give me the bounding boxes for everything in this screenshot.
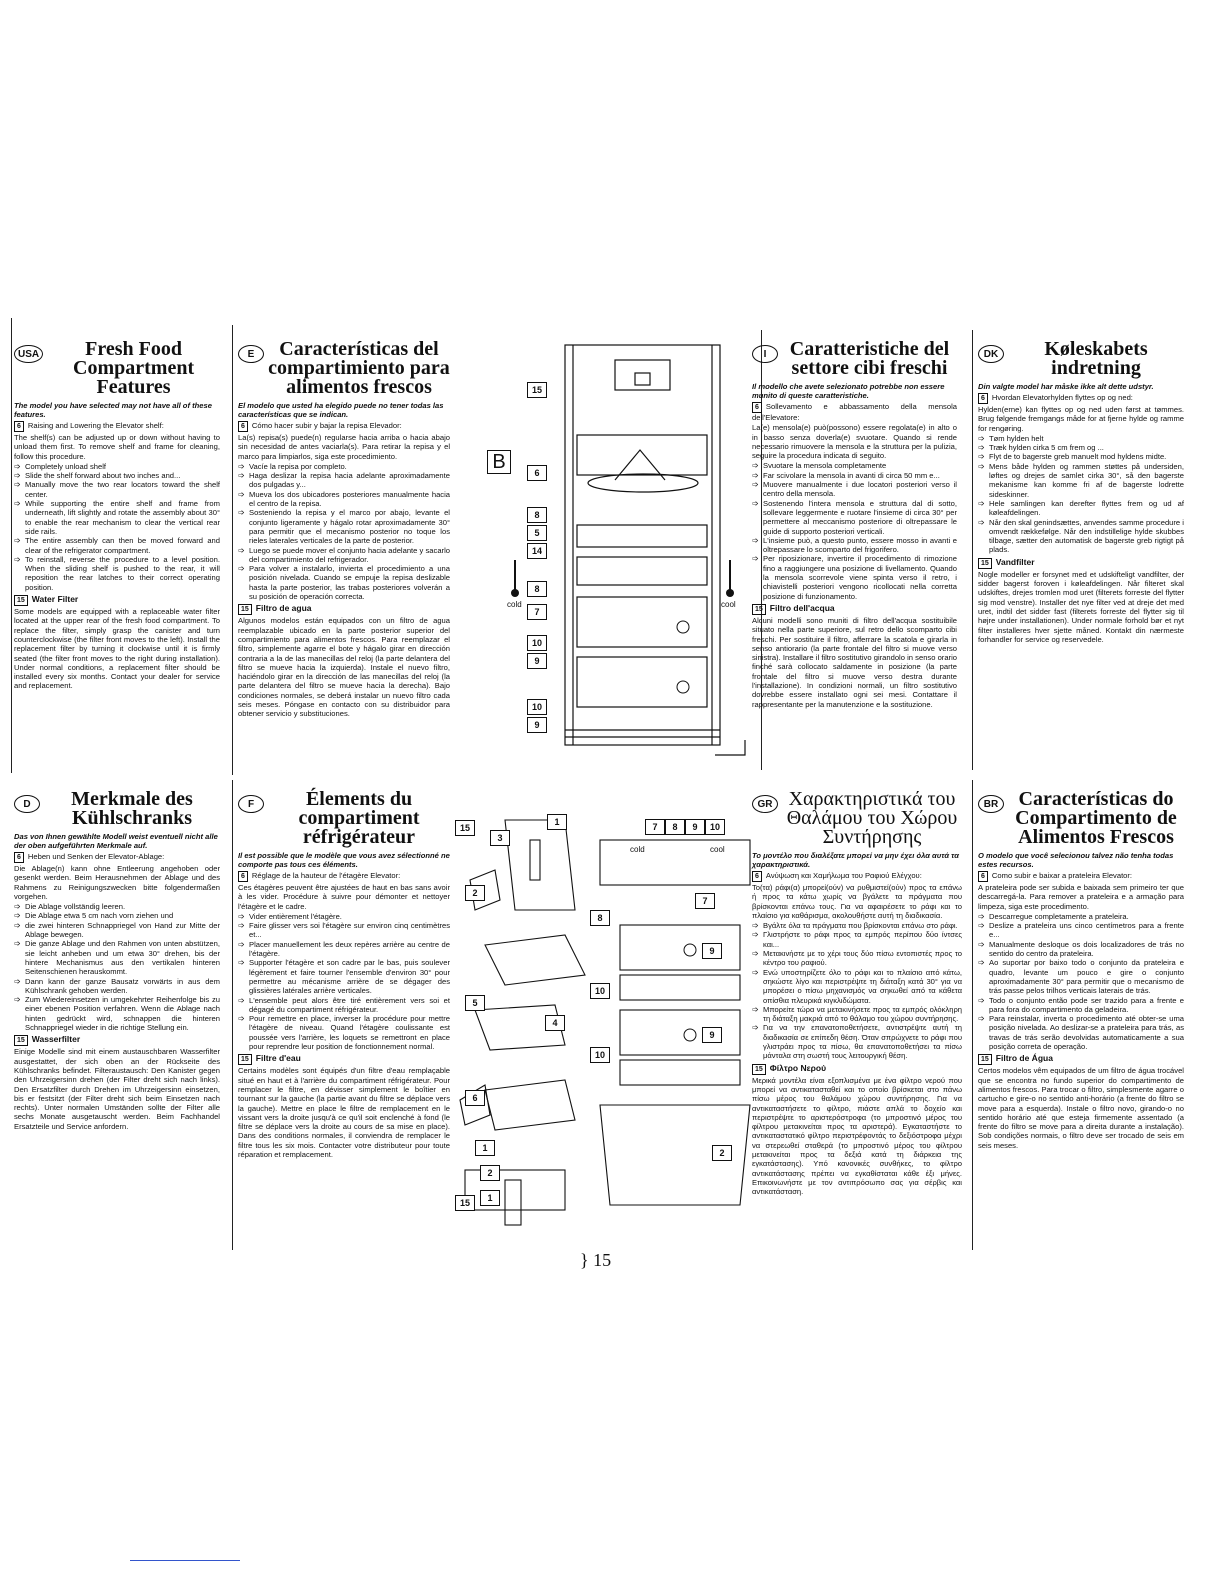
procedure-step: ➩ Sostenendo l'intera mensola e struttura dal di sotto, sollevare leggermente e ruotare l'insieme di circa 30° per permettere al meccanismo posteriore di oltrepassare le guide di supporto posteriori verticali. <box>752 499 957 536</box>
procedure-step: ➩ Μπορείτε τώρα να μετακινήσετε προς τα εμπρός ολόκληρη τη διάταξη μακριά από το θάλαμο του χώρου συντήρησης. <box>752 1005 962 1024</box>
procedure-step: ➩ Far scivolare la mensola in avanti di circa 50 mm e... <box>752 471 957 480</box>
body-text: Το(τα) ράφι(α) μπορεί(ούν) να ρυθμιστεί(ούν) προς τα επάνω ή προς τα κάτω χωρίς να βγάλετε τα πράγματα που βρίσκονται επάνω τους. Για να αφαιρέσετε το ράφι και το πλαίσιο για καθάρισμα, ακολουθήστε αυτή τη διαδικασία. <box>752 883 962 920</box>
procedure-step: ➩ Slide the shelf forward about two inches and... <box>14 471 220 480</box>
intro-text: Το μοντέλο που διαλέξατε μπορεί να μην έχει όλα αυτά τα χαρακτηριστικά. <box>752 851 959 869</box>
page-number: } 15 <box>580 1250 612 1270</box>
callout-number: 8 <box>527 507 547 523</box>
subheading: Ανύψωση και Χαμήλωμα του Ραφιού Ελέγχου: <box>765 871 922 880</box>
drawer-illustration <box>590 815 760 1235</box>
intro-text: Das von Ihnen gewählte Modell weist eventuell nicht alle der oben aufgeführten Merkmale auf. <box>14 832 218 850</box>
callout-number: 9 <box>527 653 547 669</box>
procedure-step: ➩ Manualmente desloque os dois localizadores de trás no sentido do centro da prateleira. <box>978 940 1184 959</box>
item-number: 6 <box>752 402 762 413</box>
item-number: 15 <box>14 595 28 606</box>
item-number: 6 <box>14 852 24 863</box>
procedure-step: ➩ Para volver a instalarlo, invierta el procedimiento a una posición nivelada. Cuando se empuje la repisa deslizable hasta la parte posterior, las trabas posteriores volverán a su posición de operación correcta. <box>238 564 450 601</box>
procedure-step: ➩ Dann kann der ganze Bausatz vorwärts in aus dem Kühlschrank gehoben werden. <box>14 977 220 996</box>
section-danish <box>978 340 1184 645</box>
procedure-step: ➩ Hele samlingen kan derefter flyttes frem og ud af køleafdelingen. <box>978 499 1184 518</box>
procedure-step: ➩ Pour remettre en place, inverser la procédure pour mettre l'étagère de niveau. Quand l'étagère coulissante est poussée vers l'arrière, les loquets se remettront en place pour reprendre leur position de fonctionnement normal. <box>238 1014 450 1051</box>
step-list <box>14 902 220 1032</box>
language-badge: E <box>238 345 264 363</box>
cool-label: cool <box>710 845 725 854</box>
body-text: Ces étagères peuvent être ajustées de haut en bas sans avoir à les vider. Procédure à suivre pour démonter et nettoyer l'étagère et le cadre. <box>238 883 450 911</box>
procedure-step: ➩ L'insieme può, a questo punto, essere mosso in avanti e oltrepassare lo scomparto del frigorifero. <box>752 536 957 555</box>
body-text: Alcuni modelli sono muniti di filtro dell'acqua sostituibile situato nella parte superiore, sul retro dello scomparto cibi freschi. Per sostituire il filtro, afferrare la scatola e girarla in senso antiorario (la parte frontale del filtro si muove verso sinistra). Installare il filtro sostitutivo girandolo in senso orario finché sarà collocato saldamente in posizione (la parte frontale del filtro si muove verso destra durante l'installazione). In condizioni normali, un filtro sostitutivo dovrebbe essere installato ogni sei mesi. Contattare il rappresentante per la manutenzione e la sostituzione. <box>752 615 957 709</box>
procedure-step: ➩ Flyt de to bagerste greb manuelt mod hyldens midte. <box>978 452 1184 461</box>
item-number: 15 <box>752 1064 766 1075</box>
procedure-step: ➩ Die ganze Ablage und den Rahmen von unten abstützen, sie leicht anheben und um etwa 30° drehen, bis der hintere Mechanismus aus den vertikalen hinteren Seitenschienen herauskommt. <box>14 939 220 976</box>
section-italian <box>752 340 957 710</box>
refrigerator-interior-illustration <box>465 335 750 775</box>
procedure-step: ➩ Haga deslizar la repisa hacia adelante aproximadamente dos pulgadas y... <box>238 471 450 490</box>
body-text: Hylden(erne) kan flyttes op og ned uden først at tømmes. Brug følgende fremgangs måde for at fjerne hylde og ramme for rengøring. <box>978 405 1184 433</box>
arrow-step-number: 1 <box>475 1140 495 1156</box>
item-number: 6 <box>752 871 762 882</box>
callout-number: 6 <box>527 465 547 481</box>
vertical-rule <box>11 318 12 773</box>
language-badge: D <box>14 795 40 813</box>
subheading: Wasserfilter <box>31 1034 81 1045</box>
procedure-step: ➩ Luego se puede mover el conjunto hacia adelante y sacarlo del compartimiento del refrigerador. <box>238 546 450 565</box>
body-text: Some models are equipped with a replaceable water filter located at the upper rear of the fresh food compartment. To replace the filter, simply grasp the canister and turn counterclockwise (the filter front moves to the left). Install the replacement filter by turning it clockwise until it is firmly seated (the filter front moves to the right during installation). Under normal conditions, a replacement filter should be installed every six months. Contact your dealer for service and replacement. <box>14 607 220 691</box>
item-number: 15 <box>978 558 992 569</box>
apple-icon <box>684 944 696 956</box>
body-text: La(e) mensola(e) può(possono) essere regolata(e) in alto o in basso senza doverla(e) svuotare. Quando si rende necessario rimuovere la mensola e la struttura per la pulizia, seguire la procedura indicata di seguito. <box>752 423 957 461</box>
body-text: Die Ablage(n) kann ohne Entleerung angehoben oder gesenkt werden. Beim Herausnehmen der Ablage und des Rahmens zu Reinigungszwecken bitte folgendermaßen vorgehen. <box>14 864 220 901</box>
callout-number: 8 <box>527 581 547 597</box>
section-greek <box>752 790 962 1198</box>
procedure-step: ➩ Βγάλτε όλα τα πράγματα που βρίσκονται επάνω στο ράφι. <box>752 921 962 930</box>
callout-number: 10 <box>705 819 725 835</box>
procedure-step: ➩ Zum Wiedereinsetzen in umgekehrter Reihenfolge bis zu einer ebenen Position verfahren. Wenn die Ablage nach hinten gedrückt wird, schnappen die hinteren Schnappriegel wieder in die richtige Stellung ein. <box>14 995 220 1032</box>
callout-number: 15 <box>455 1195 475 1211</box>
subheading: Réglage de la hauteur de l'étagère Elevator: <box>251 871 401 880</box>
subheading: Filtre d'eau <box>255 1053 301 1064</box>
subheading: Water Filter <box>31 594 79 605</box>
subheading: Filtro de agua <box>255 603 312 614</box>
body-text: La(s) repisa(s) puede(n) regularse hacia arriba o hacia abajo sin necesidad de antes vaciarla(s). Para retirar la repisa y el marco para limpiarlos, siga este procedimiento. <box>238 433 450 461</box>
procedure-step: ➩ Vider entièrement l'étagère. <box>238 912 450 921</box>
drawer-drawing <box>590 815 760 1235</box>
procedure-step: ➩ L'ensemble peut alors être tiré entièrement vers soi et dégagé du compartiment réfrigérateur. <box>238 996 450 1015</box>
subheading: Filtro dell'acqua <box>769 602 835 613</box>
arrow-step-number: 2 <box>465 885 485 901</box>
cold-label: cold <box>630 845 645 854</box>
callout-number: 9 <box>685 819 705 835</box>
callout-number: 7 <box>695 893 715 909</box>
apple-icon <box>677 621 689 633</box>
intro-text: Il modello che avete selezionato potrebbe non essere munito di queste caratteristiche. <box>752 382 945 400</box>
body-text: The shelf(s) can be adjusted up or down without having to unload them first. To remove shelf and frame for cleaning, follow this procedure. <box>14 433 220 461</box>
procedure-step: ➩ Sosteniendo la repisa y el marco por abajo, levante el conjunto ligeramente y hágalo rotar aproximadamente 30° para permitir que el mecanismo posterior no toque los rieles laterales verticales de la parte de posterior. <box>238 508 450 545</box>
body-text: Einige Modelle sind mit einem austauschbaren Wasserfilter ausgestattet, der sich oben an der Rückseite des Kühlschranks befindet. Filteraustausch: Den Kanister gegen den Uhrzeigersinn drehen (der Filter dreht sich nach links). Den Ersatzfilter durch Drehen im Uhrzeigersinn einsetzen, bis er festsitzt (der Filter dreht sich beim Einsetzen nach rechts). Unter normalen Umständen sollte der Filter alle sechs Monate ausgetauscht werden. Beim Fachhandel Ersatzteile und Service anfordern. <box>14 1047 220 1131</box>
callout-number: 10 <box>527 635 547 651</box>
callout-number: 10 <box>590 1047 610 1063</box>
arrow-step-number: 2 <box>480 1165 500 1181</box>
intro-text: The model you have selected may not have all of these features. <box>14 401 212 419</box>
arrow-step-number: 1 <box>480 1190 500 1206</box>
procedure-step: ➩ Todo o conjunto então pode ser trazido para a frente e para fora do compartimento da geladeira. <box>978 996 1184 1015</box>
step-list <box>978 434 1184 555</box>
section-title: Merkmale des Kühlschranks <box>71 788 193 829</box>
item-number: 15 <box>14 1035 28 1046</box>
vertical-rule <box>972 780 973 1250</box>
intro-text: El modelo que usted ha elegido puede no tener todas las características que se indican. <box>238 401 444 419</box>
procedure-step: ➩ Når den skal genindsættes, anvendes samme procedure i omvendt rækkefølge. Når den indstillelige hylde skubbes tilbage, sætter den automatisk de bagerste greb rigtigt på plads. <box>978 518 1184 555</box>
procedure-step: ➩ Mueva los dos ubicadores posteriores manualmente hacia el centro de la repisa. <box>238 490 450 509</box>
arrow-step-number: 4 <box>545 1015 565 1031</box>
thermometer-cool-icon <box>726 589 734 597</box>
procedure-step: ➩ Deslize a prateleira uns cinco centímetros para a frente e... <box>978 921 1184 940</box>
item-number: 6 <box>238 421 248 432</box>
item-number: 6 <box>14 421 24 432</box>
step-list <box>752 461 957 600</box>
vertical-rule <box>232 325 233 775</box>
callout-number: 7 <box>645 819 665 835</box>
procedure-step: ➩ Μετακινήστε με το χέρι τους δύο πίσω εντοπιστές προς το κέντρο του ραφιού. <box>752 949 962 968</box>
section-french <box>238 790 450 1160</box>
shelf-removal-illustration <box>455 800 605 1240</box>
intro-text: Din valgte model har måske ikke alt dette udstyr. <box>978 382 1154 391</box>
section-title: Χαρακτηριστικά του Θαλάμου του Χώρου Συντήρησης <box>786 788 958 848</box>
section-title: Køleskabets indretning <box>1044 338 1148 379</box>
procedure-step: ➩ The entire assembly can then be moved forward and clear of the refrigerator compartment. <box>14 536 220 555</box>
section-title: Caratteristiche del settore cibi freschi <box>789 338 950 379</box>
procedure-step: ➩ Die Ablage etwa 5 cm nach vorn ziehen und <box>14 911 220 920</box>
procedure-step: ➩ Per riposizionare, invertire il procedimento di rimozione fino a raggiungere una posizione di livellamento. Quando la mensola scorrevole viene spinta verso il retro, i chiavistelli posteriori vengono ricollocati nella corretta posizione di funzionamento. <box>752 554 957 600</box>
language-badge: GR <box>752 795 778 813</box>
callout-number: 9 <box>702 943 722 959</box>
cool-label: cool <box>721 600 736 609</box>
callout-number: 9 <box>527 717 547 733</box>
callout-number: 15 <box>527 382 547 398</box>
language-badge: BR <box>978 795 1004 813</box>
vertical-rule <box>232 780 233 1250</box>
procedure-step: ➩ Para reinstalar, inverta o procedimento até obter-se uma posição nivelada. Ao deslizar-se a prateleira para trás, as travas de trás serão devolvidas automaticamente a sua posição correta de operação. <box>978 1014 1184 1051</box>
body-text: Nogle modeller er forsynet med et udskifteligt vandfilter, der sidder bagerst foroven i køleafdelingen. Når filteret skal udskiftes, drejes tromlen mod uret (filterets forreste del flytter sig mod venstre). Installer det nye filter ved at dreje det med uret, indtil det sidder fast (filterets forreste del flytter sig til højre under installationen). Under normale forhold bør et nyt filter installeres hver sjette måned. Kontakt din nærmeste forhandler for service og reservedele. <box>978 569 1184 644</box>
language-badge: USA <box>14 345 43 363</box>
refrigerator-drawing <box>465 335 750 775</box>
callout-number: 10 <box>590 983 610 999</box>
language-badge: I <box>752 345 778 363</box>
body-text: Certains modèles sont équipés d'un filtre d'eau remplaçable situé en haut et à l'arrière du compartiment réfrigérateur. Pour remplacer le filtre, en dévisser simplement le boîtier en tournant sur la gauche (la partie avant du filtre se déplace vers la gauche). Mettre en place le filtre de remplacement en le vissant vers la droite jusqu'à ce qu'il soit enclenché à fond (le filtre se déplace vers la droite au cours de sa mise en place). Dans des conditions normales, il conviendra de remplacer le filtre tous les six mois. Contacter votre distributeur pour toute réparation et remplacement. <box>238 1066 450 1160</box>
section-title: Características del compartimiento para alimentos frescos <box>268 338 450 398</box>
procedure-step: ➩ To reinstall, reverse the procedure to a level position. When the sliding shelf is pushed to the rear, it will reposition the rear latches to their correct operating position. <box>14 555 220 592</box>
subheading: Hvordan Elevatorhylden flyttes op og ned: <box>991 393 1133 402</box>
procedure-step: ➩ Vacíe la repisa por completo. <box>238 462 450 471</box>
section-title: Élements du compartiment réfrigérateur <box>298 788 420 848</box>
subheading: Heben und Senken der Elevator-Ablage: <box>27 852 165 861</box>
step-list <box>14 462 220 592</box>
shelf-steps-drawing <box>455 800 605 1240</box>
step-list <box>238 462 450 601</box>
callout-number: 15 <box>455 820 475 836</box>
language-badge: DK <box>978 345 1004 363</box>
vertical-rule <box>972 330 973 770</box>
arrow-step-number: 6 <box>465 1090 485 1106</box>
subheading: Cómo hacer subir y bajar la repisa Elevador: <box>251 421 402 430</box>
body-text: Certos modelos vêm equipados de um filtro de água trocável que se encontra no fundo superior do compartimento de alimentos frescos. Para trocar o filtro, simplesmente agarre o cartucho e gire-o no sentido anti-horário (a frente do filtro se move para a esquerda). Instale o filtro novo, girando-o no sentido horário até que esteja firmemente assentado (a frente do filtro se move para a direita durante a instalação). Sob condições normais, o filtro deve ser trocado de seis em seis meses. <box>978 1066 1184 1150</box>
subheading: Filtro de Água <box>995 1053 1053 1064</box>
procedure-step: ➩ While supporting the entire shelf and frame from underneath, lift slightly and rotate the assembly about 30° to enable the rear mechanism to clear the vertical rear side rails. <box>14 499 220 536</box>
procedure-step: ➩ Mens både hylden og rammen støttes på undersiden, løftes og drejes de samlet cirka 30°, så den bagerste mekanisme kan komme fri af de bagerste lodrette sideskinner. <box>978 462 1184 499</box>
subheading: Φίλτρο Νερού <box>769 1062 827 1073</box>
arrow-step-number: 1 <box>547 814 567 830</box>
procedure-step: ➩ Træk hylden cirka 5 cm frem og ... <box>978 443 1184 452</box>
arrow-step-number: 2 <box>712 1145 732 1161</box>
subheading: Sollevamento e abbassamento della mensola dell'Elevatore: <box>752 402 957 422</box>
section-title: Características do Compartimento de Alimentos Frescos <box>1015 788 1177 848</box>
item-number: 6 <box>978 393 988 404</box>
item-number: 15 <box>978 1054 992 1065</box>
item-number: 15 <box>752 604 766 615</box>
body-text: Algunos modelos están equipados con un filtro de agua reemplazable ubicado en la parte posterior superior del compartimiento para alimentos frescos. Para reemplazar el filtro, simplemente agarre el bote y hágalo girar en dirección contraria a la de las manecillas del reloj (la parte delantera del filtro se mueve hacia la izquierda). Instale el nuevo filtro, haciéndolo girar en la dirección de las manecillas del reloj (la parte delantera del filtro se mueve hacia la derecha). Bajo condiciones normales, se deberá instalar un nuevo filtro cada seis meses. Póngase en contacto con su distribuidor para obtener servicio y substituciones. <box>238 616 450 719</box>
procedure-step: ➩ Ενώ υποστηρίζετε όλο το ράφι και το πλαίσιο από κάτω, σηκώστε λίγο και περιστρέψτε τη διάταξη κατά 30° για να μπορέσει ο πίσω μηχανισμός να σηκωθεί από τα κάθετα οπίσθια πλευρικά κιγκλιδώματα. <box>752 968 962 1005</box>
callout-number: 10 <box>527 699 547 715</box>
item-number: 6 <box>238 871 248 882</box>
panel-label: B <box>487 450 511 474</box>
section-spanish <box>238 340 450 720</box>
subheading: Como subir e baixar a prateleira Elevator: <box>991 871 1133 880</box>
intro-text: O modelo que você selecionou talvez não tenha todas estes recursos. <box>978 851 1174 869</box>
procedure-step: ➩ Tøm hylden helt <box>978 434 1184 443</box>
procedure-step: ➩ Supporter l'étagère et son cadre par le bas, puis soulever légèrement et faire tourner l'ensemble d'environ 30° pour permettre au mécanisme arrière de se dégager des glissières latérales arrière verticales. <box>238 958 450 995</box>
arrow-step-number: 5 <box>465 995 485 1011</box>
section-title: Fresh Food Compartment Features <box>73 338 195 398</box>
procedure-step: ➩ Muovere manualmente i due locatori posteriori verso il centro della mensola. <box>752 480 957 499</box>
callout-number: 8 <box>590 910 610 926</box>
step-list <box>752 921 962 1060</box>
callout-number: 8 <box>665 819 685 835</box>
callout-number: 9 <box>702 1027 722 1043</box>
procedure-step: ➩ Manually move the two rear locators toward the shelf center. <box>14 480 220 499</box>
apple-icon <box>677 681 689 693</box>
procedure-step: ➩ Die Ablage vollständig leeren. <box>14 902 220 911</box>
procedure-step: ➩ Γλιστρήστε το ράφι προς τα εμπρός περίπου δύο ίντσες και... <box>752 930 962 949</box>
procedure-step: ➩ Svuotare la mensola completamente <box>752 461 957 470</box>
callout-number: 7 <box>527 604 547 620</box>
subheading: Raising and Lowering the Elevator shelf: <box>27 421 164 430</box>
apple-icon <box>684 1029 696 1041</box>
procedure-step: ➩ Για να την επανατοποθετήσετε, αντιστρέψτε αυτή τη διαδικασία σε επίπεδη θέση. Όταν σπρώχνετε το ράφι που γλιστράει προς τα πίσω, θα επανατοποθετήσει τα πίσω μάνταλα στη σωστή τους λειτουργική θέση. <box>752 1023 962 1060</box>
thermometer-cold-icon <box>511 589 519 597</box>
callout-number: 5 <box>527 525 547 541</box>
procedure-step: ➩ Descarregue completamente a prateleira. <box>978 912 1184 921</box>
intro-text: Il est possible que le modèle que vous avez sélectionné ne comporte pas tous ces éléments. <box>238 851 450 869</box>
procedure-step: ➩ Placer manuellement les deux repères arrière au centre de l'étagère. <box>238 940 450 959</box>
procedure-step: ➩ Faire glisser vers soi l'étagère sur environ cinq centimètres et... <box>238 921 450 940</box>
procedure-step: ➩ die zwei hinteren Schnappriegel von Hand zur Mitte der Ablage bewegen. <box>14 921 220 940</box>
procedure-step: ➩ Ao suportar por baixo todo o conjunto da prateleira e quadro, levante um pouco e gire o conjunto aproximadamente 30° para permitir que o mecanismo de trás passe pelos trilhos verticais laterais de trás. <box>978 958 1184 995</box>
section-brazilian <box>978 790 1184 1151</box>
body-text: A prateleira pode ser subida e baixada sem primeiro ter que descarregá-la. Para remover a prateleira e a armação para limpeza, siga este procedimento. <box>978 883 1184 911</box>
step-list <box>978 912 1184 1051</box>
section-usa <box>14 340 220 692</box>
cold-label: cold <box>507 600 522 609</box>
section-german <box>14 790 220 1132</box>
body-text: Μερικά μοντέλα είναι εξοπλισμένα με ένα φίλτρο νερού που μπορεί να αντικατασταθεί και το οποίο βρίσκεται στο πάνω πίσω μέρος του θαλάμου χώρου συντήρησης. Για να αντικαταστήσετε το φίλτρο, πιάστε απλά το δοχείο και περιστρέψτε το αριστερόστροφα (το μπροστινό μέρος του φίλτρου μετακινείται προς τα αριστερά). Εγκαταστήστε το αντικαταστατικό φίλτρο περιστρέφοντάς το δεξιόστροφα μέχρι να στερεωθεί σταθερά (το μπροστινό μέρος του φίλτρου μετακινείται προς τα δεξιά κατά τη διάρκεια της εγκατάστασης). Υπό κανονικές συνθήκες, το φίλτρο αντικατάστασης πρέπει να εγκαθίσταται κάθε έξι μήνες. Επικοινωνήστε με τον αντιπρόσωπο σας για σέρβις και αντικατάσταση. <box>752 1075 962 1197</box>
item-number: 15 <box>238 604 252 615</box>
item-number: 15 <box>238 1054 252 1065</box>
procedure-step: ➩ Completely unload shelf <box>14 462 220 471</box>
step-list <box>238 912 450 1051</box>
callout-number: 14 <box>527 543 547 559</box>
language-badge: F <box>238 795 264 813</box>
subheading: Vandfilter <box>995 556 1035 567</box>
footnote-rule <box>130 1560 240 1561</box>
item-number: 6 <box>978 871 988 882</box>
arrow-step-number: 3 <box>490 830 510 846</box>
